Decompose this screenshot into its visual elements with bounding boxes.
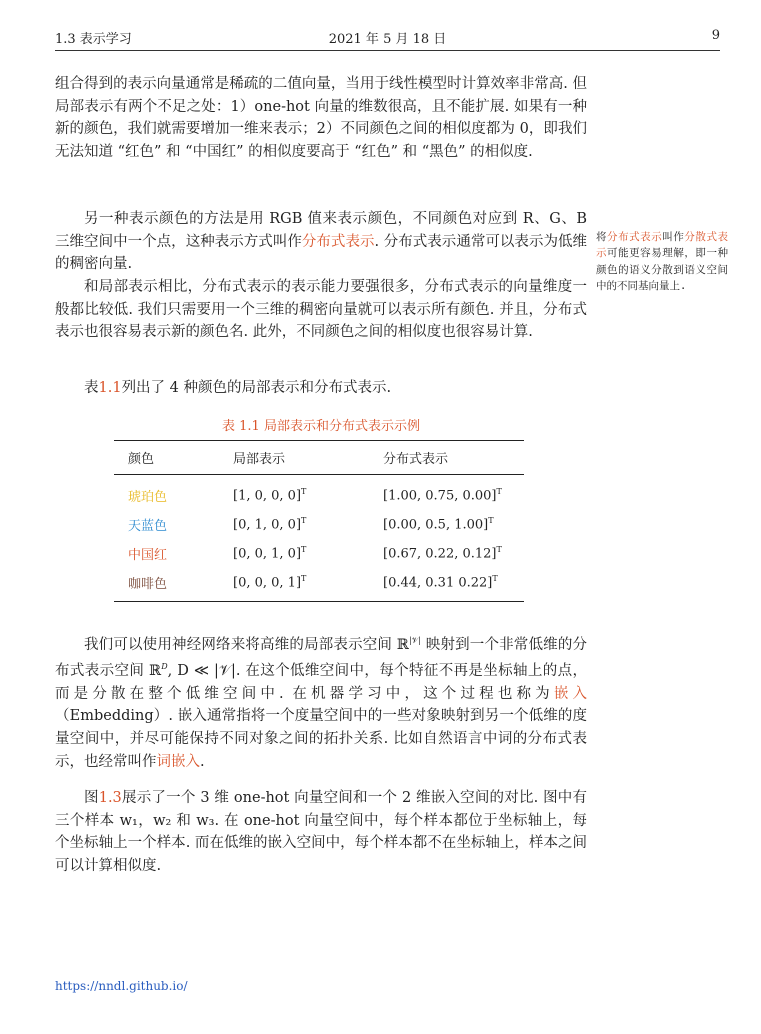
term-embedding[interactable]: 嵌入	[553, 685, 587, 702]
distributed-vector	[383, 539, 524, 568]
header-distributed: 分布式表示	[383, 452, 449, 467]
table-caption: 表 1.1 局部表示和分布式表示示例	[222, 419, 420, 434]
paragraph-5	[55, 630, 587, 773]
paragraph-2-text-b: . 分布式表示通常可以表示为低维的稠密向量.	[55, 233, 588, 273]
table-row	[114, 539, 524, 568]
paragraph-6-text-b: 展示了一个 3 维 one-hot 向量空间和一个 2 维嵌入空间的对比. 图中有三个样本 w₁，w₂ 和 w₃. 在 one-hot 向量空间中，每个样本都位于坐标轴上，每个坐标轴上一个样本. 而在低维的嵌入空间中，每个样本都不在坐标轴上，样本之间可以计算相似度.	[55, 790, 588, 874]
color-name: 天蓝色	[128, 519, 168, 534]
dist-value: [0.67, 0.22, 0.12]	[383, 546, 497, 562]
table-header-row	[114, 441, 524, 475]
margin-note-a: 将	[596, 231, 608, 243]
paragraph-1-text: 组合得到的表示向量通常是稀疏的二值向量，当用于线性模型时计算效率非常高. 但局部表示有两个不足之处：1）one-hot 向量的维数很高，且不能扩展. 如果有一种新的颜色，我们就需要增加一维来表示；2）不同颜色之间的相似度都为 0，即我们无法知道 “红色” 和 “中国红” 的相似度要高于 “红色” 和 “黑色” 的相似度.	[55, 76, 587, 160]
transpose-mark: T	[301, 574, 307, 584]
dist-value: [0.44, 0.31 0.22]	[383, 575, 493, 591]
color-name: 中国红	[128, 548, 168, 563]
local-vector	[233, 510, 383, 539]
term-distributed-representation[interactable]: 分布式表示	[301, 233, 375, 250]
margin-note-c: 可能更容易理解，即一种颜色的语义分散到语义空间中的不同基向量上.	[596, 247, 729, 292]
page-header	[55, 28, 720, 48]
table-row	[114, 475, 524, 511]
paragraph-4	[55, 377, 587, 400]
transpose-mark: T	[488, 516, 494, 526]
footer-url[interactable]: https://nndl.github.io/	[55, 979, 188, 993]
header-rule	[55, 50, 720, 51]
paragraph-1	[55, 73, 587, 163]
local-value: [0, 1, 0, 0]	[233, 517, 302, 533]
transpose-mark: T	[496, 545, 502, 555]
figure-ref-link[interactable]: 1.3	[98, 790, 122, 806]
transpose-mark: T	[301, 516, 307, 526]
paragraph-2-text-a: 另一种表示颜色的方法是用 RGB 值来表示颜色，不同颜色对应到 R、G、B 三维空间中一个点，这种表示方式叫作	[55, 211, 587, 250]
paragraph-5-text-e: .	[200, 753, 205, 770]
page-number: 9	[711, 28, 720, 43]
paragraph-5-text-b: 映射到一个非常低维的分布式表示空间 ℝ	[55, 636, 587, 680]
table-ref-link[interactable]: 1.1	[98, 380, 122, 396]
distributed-vector	[383, 568, 524, 602]
paragraph-6-text-a: 图	[84, 790, 99, 806]
local-vector	[233, 568, 383, 602]
transpose-mark: T	[301, 487, 307, 497]
local-vector	[233, 539, 383, 568]
color-name: 咖啡色	[128, 577, 168, 592]
local-value: [1, 0, 0, 0]	[233, 488, 302, 504]
section-title: 1.3 表示学习	[55, 32, 132, 47]
color-representation-table	[114, 440, 524, 602]
paragraph-5-text-c: , D ≪ |𝒱|. 在这个低维空间中，每个特征不再是坐标轴上的点，而是分散在整个低维空间中. 在机器学习中，这个过程也称为	[55, 663, 587, 702]
margin-note	[596, 229, 728, 294]
transpose-mark: T	[496, 487, 502, 497]
paragraph-5-text-d: （Embedding）. 嵌入通常指将一个度量空间中的一些对象映射到另一个低维的度量空间中，并尽可能保持不同对象之间的拓扑关系. 比如自然语言中词的分布式表示，也经常叫作	[55, 708, 587, 770]
table-row	[114, 510, 524, 539]
paragraph-4-text-a: 表	[84, 380, 99, 396]
paragraph-6	[55, 787, 587, 877]
paragraph-3	[55, 276, 587, 344]
distributed-vector	[383, 510, 524, 539]
table-row	[114, 568, 524, 602]
dist-value: [0.00, 0.5, 1.00]	[383, 517, 489, 533]
margin-term-1[interactable]: 分布式表示	[607, 231, 663, 243]
dist-value: [1.00, 0.75, 0.00]	[383, 488, 497, 504]
color-name: 琥珀色	[128, 490, 168, 505]
local-value: [0, 0, 1, 0]	[233, 546, 302, 562]
header-local: 局部表示	[233, 452, 286, 467]
distributed-vector	[383, 475, 524, 511]
margin-note-b: 叫作	[662, 231, 685, 243]
local-vector	[233, 475, 383, 511]
paragraph-5-text-a: 我们可以使用神经网络来将高维的局部表示空间 ℝ	[84, 636, 409, 653]
dim-superscript: D	[161, 662, 168, 672]
term-word-embedding[interactable]: 词嵌入	[156, 753, 200, 770]
transpose-mark: T	[492, 574, 498, 584]
paragraph-4-text-b: 列出了 4 种颜色的局部表示和分布式表示.	[121, 380, 392, 396]
local-value: [0, 0, 0, 1]	[233, 575, 302, 591]
margin-term-2[interactable]: 分散式表示	[596, 231, 729, 260]
header-color: 颜色	[128, 452, 155, 467]
paragraph-2	[55, 208, 587, 276]
vocab-size-superscript: |𝒱|	[408, 636, 421, 645]
paragraph-3-text: 和局部表示相比，分布式表示的表示能力要强很多，分布式表示的向量维度一般都比较低. 我们只需要用一个三维的稠密向量就可以表示所有颜色. 并且，分布式表示也很容易表示新的颜色名. 此外，不同颜色之间的相似度也很容易计算.	[55, 279, 587, 341]
transpose-mark: T	[301, 545, 307, 555]
header-date: 2021 年 5 月 18 日	[328, 32, 447, 47]
